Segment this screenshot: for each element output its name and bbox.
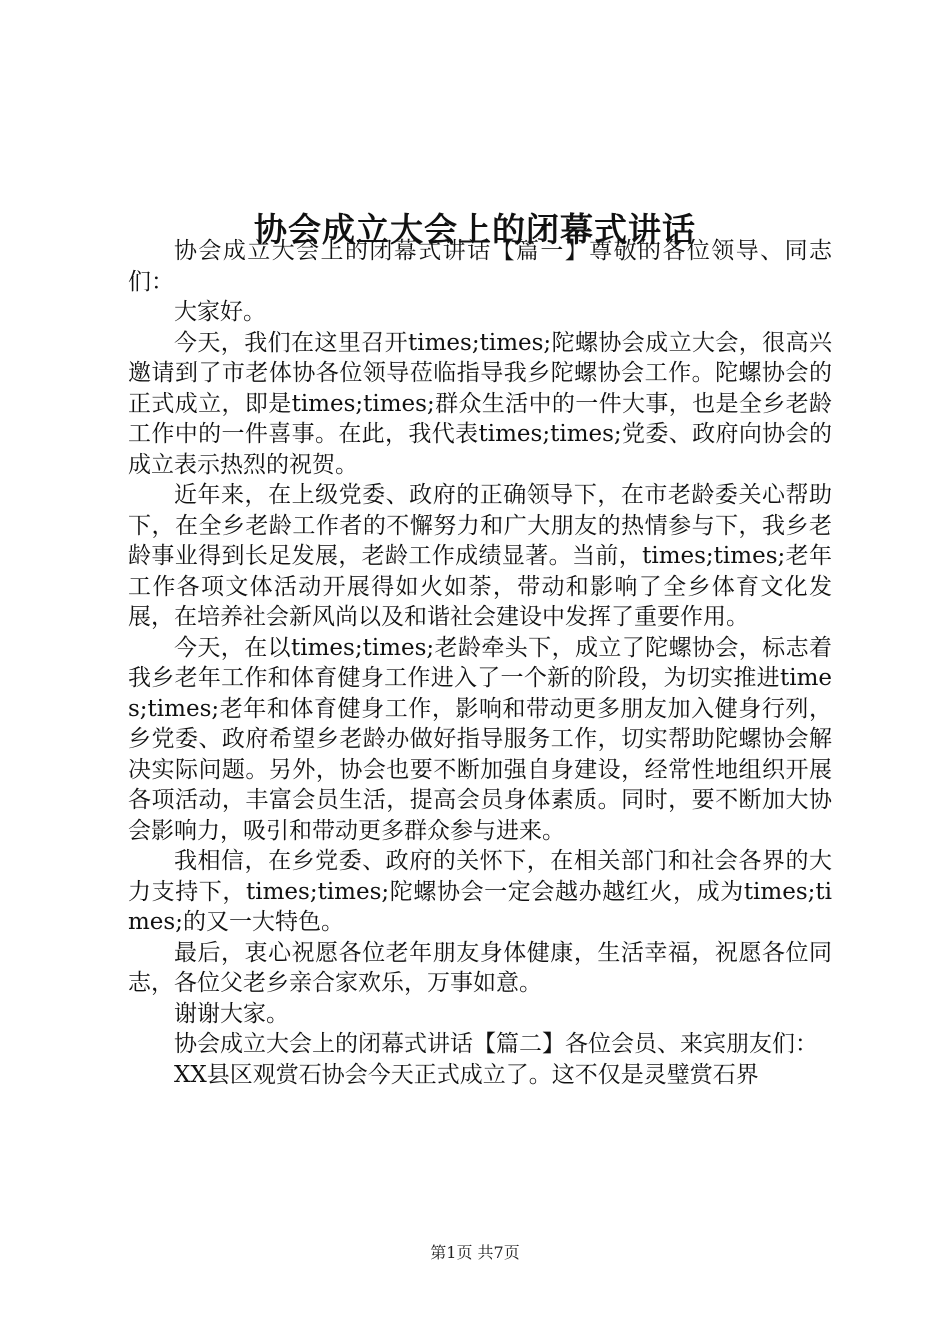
paragraph-9: 协会成立大会上的闭幕式讲话【篇二】各位会员、来宾朋友们：	[174, 1031, 818, 1057]
document-body	[128, 236, 832, 1090]
paragraph-10: XX县区观赏石协会今天正式成立了。这不仅是灵璧赏石界	[174, 1061, 759, 1088]
paragraph-7: 最后，衷心祝愿各位老年朋友身体健康，生活幸福，祝愿各位同志，各位父老乡亲合家欢乐，万事如意。	[128, 939, 832, 996]
paragraph-3: 今天，我们在这里召开times;times;陀螺协会成立大会，很高兴邀请到了市老体协各位领导莅临指导我乡陀螺协会工作。陀螺协会的正式成立，即是times;times;群众生活中的一件大事，也是全乡老龄工作中的一件喜事。在此，我代表times;times;党委、政府向协会的成立表示热烈的祝贺。	[128, 329, 832, 478]
paragraph-8: 谢谢大家。	[174, 1000, 289, 1027]
paragraph-1: 协会成立大会上的闭幕式讲话【篇一】尊敬的各位领导、同志们：	[128, 238, 832, 295]
page-footer: 第1页 共7页	[430, 1243, 520, 1262]
paragraph-2: 大家好。	[174, 299, 266, 325]
paragraph-4: 近年来，在上级党委、政府的正确领导下，在市老龄委关心帮助下，在全乡老龄工作者的不懈努力和广大朋友的热情参与下，我乡老龄事业得到长足发展，老龄工作成绩显著。当前，times;times;老年工作各项文体活动开展得如火如荼，带动和影响了全乡体育文化发展，在培养社会新风尚以及和谐社会建设中发挥了重要作用。	[128, 482, 832, 630]
document-title: 协会成立大会上的闭幕式讲话	[254, 210, 696, 250]
paragraph-5: 今天，在以times;times;老龄牵头下，成立了陀螺协会，标志着我乡老年工作和体育健身工作进入了一个新的阶段，为切实推进times;times;老年和体育健身工作，影响和带动更多朋友加入健身行列，乡党委、政府希望乡老龄办做好指导服务工作，切实帮助陀螺协会解决实际问题。另外，协会也要不断加强自身建设，经常性地组织开展各项活动，丰富会员生活，提高会员身体素质。同时，要不断加大协会影响力，吸引和带动更多群众参与进来。	[128, 634, 832, 844]
paragraph-6: 我相信，在乡党委、政府的关怀下，在相关部门和社会各界的大力支持下，times;times;陀螺协会一定会越办越红火，成为times;times;的又一大特色。	[128, 848, 832, 935]
